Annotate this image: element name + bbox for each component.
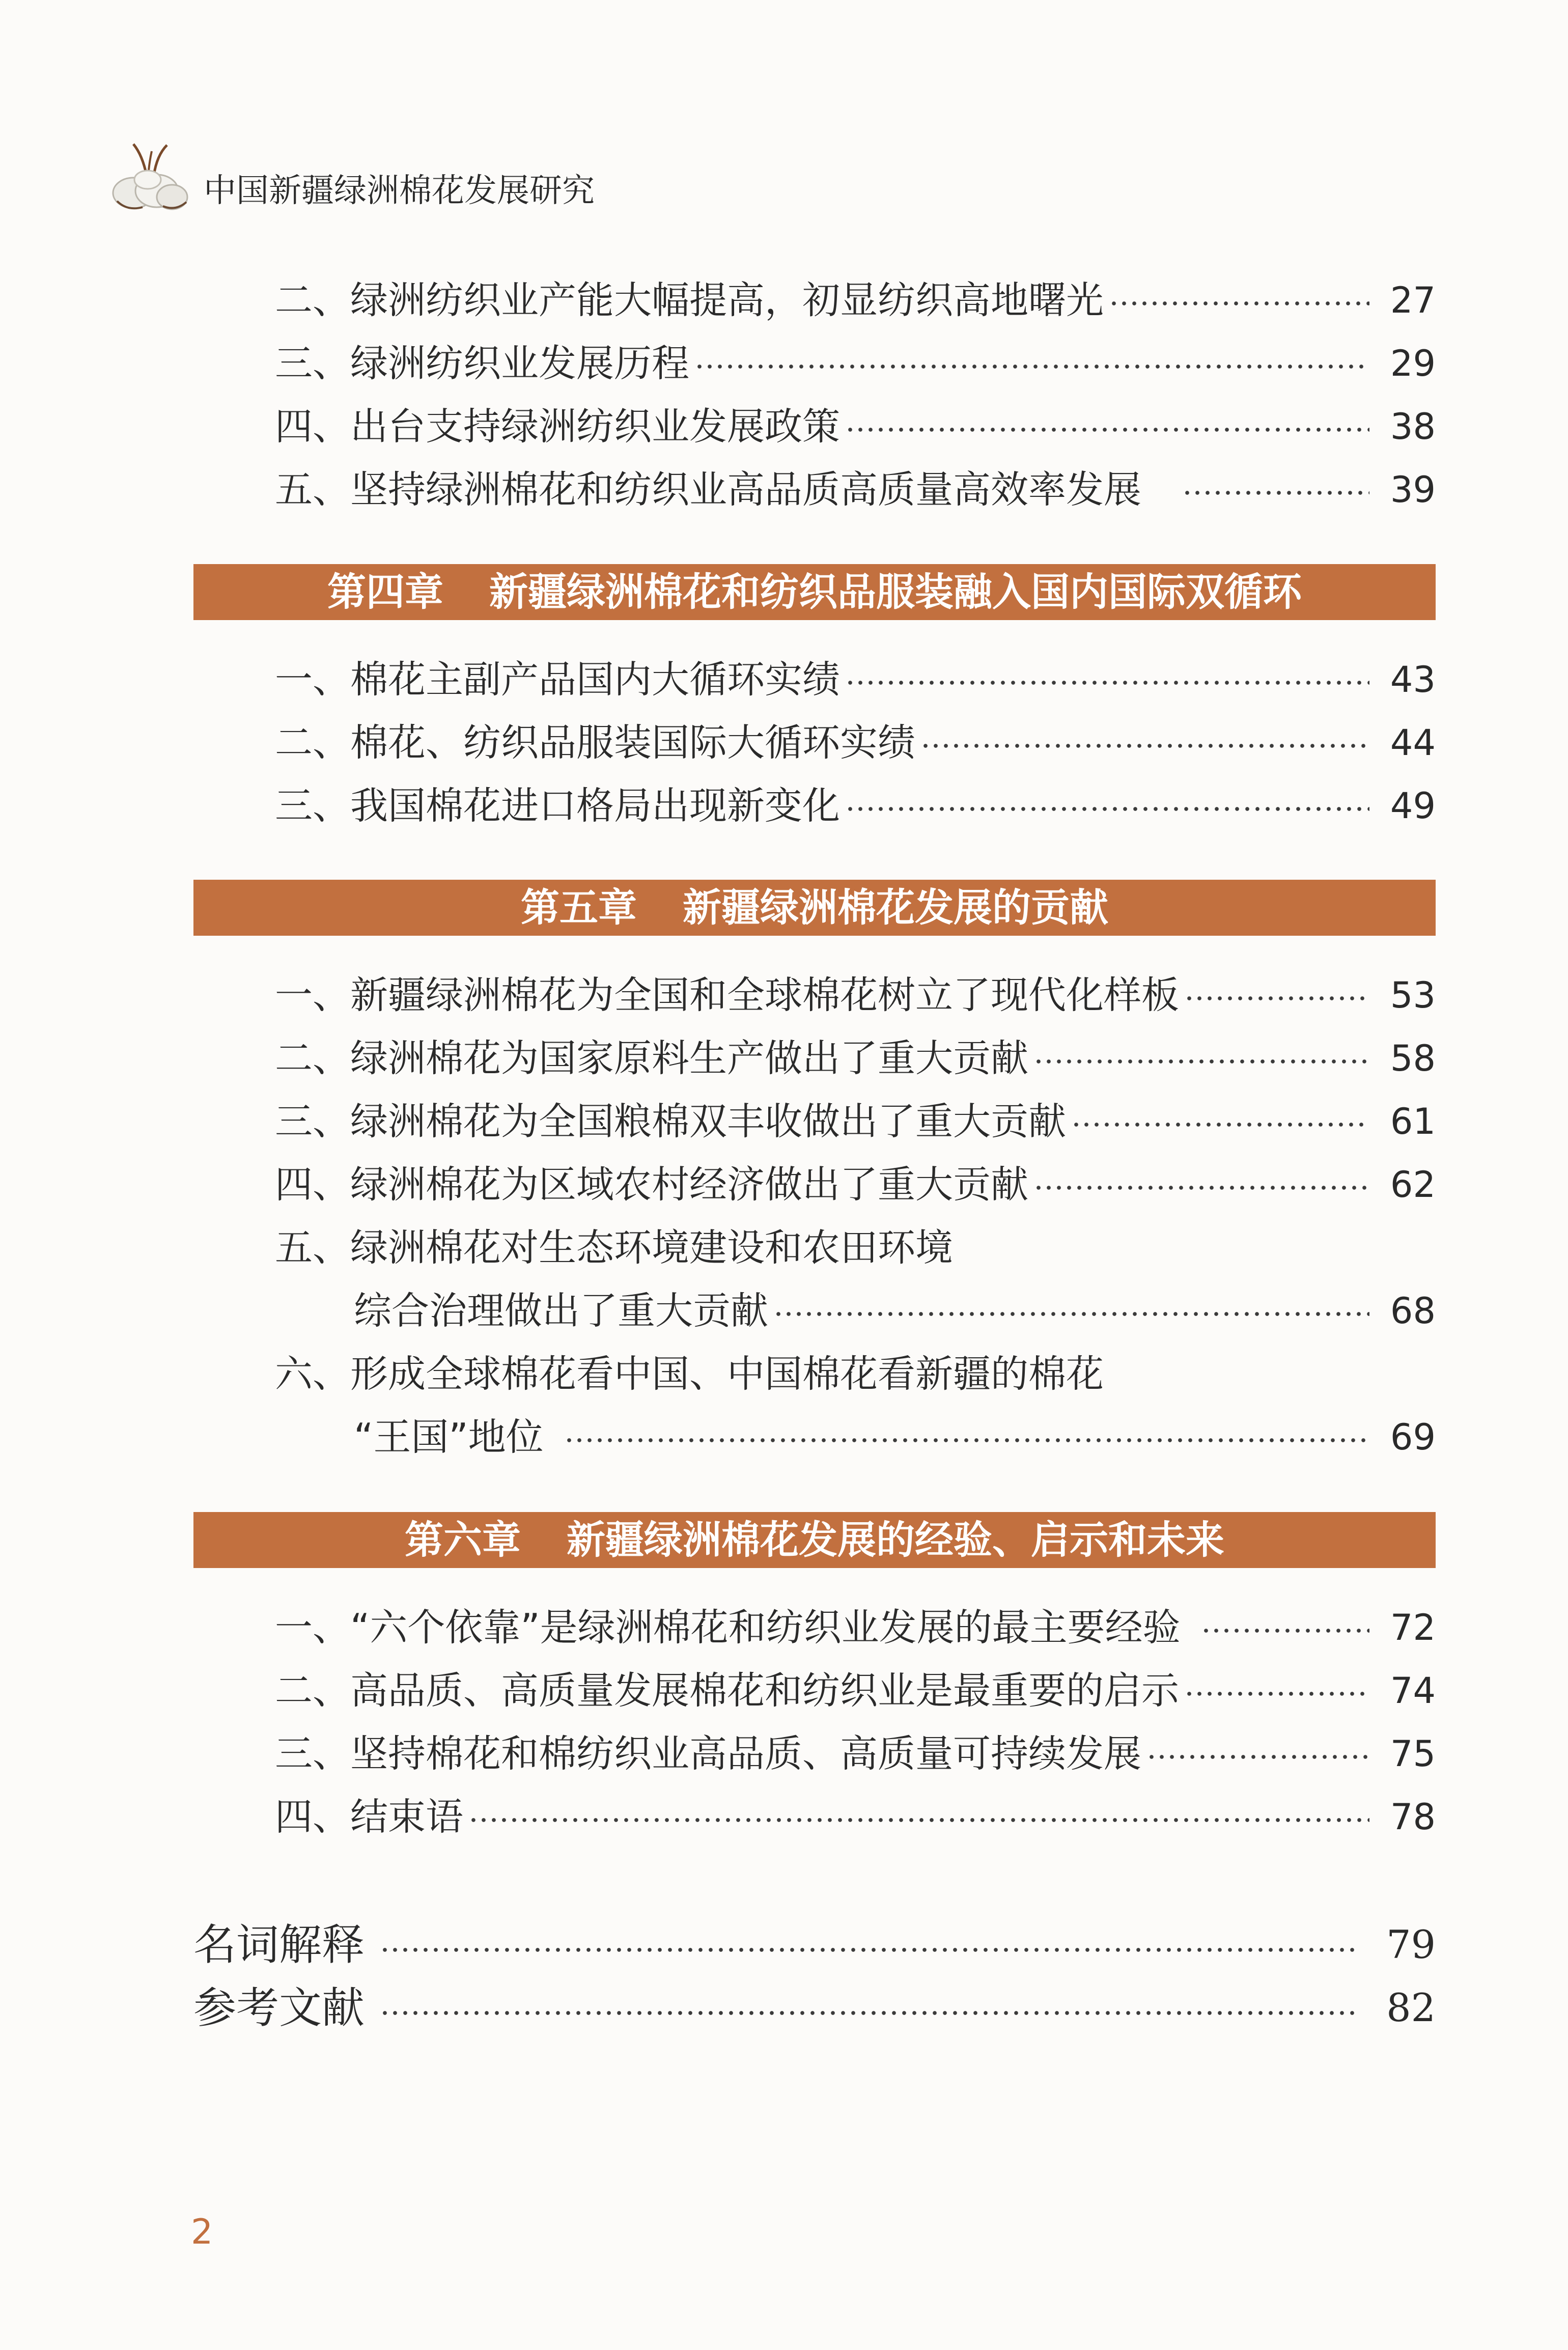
toc-entry[interactable] <box>275 1090 1436 1153</box>
toc-entry[interactable] <box>275 774 1436 837</box>
toc-entry-continuation[interactable] <box>275 1279 1436 1342</box>
entry-number: 三、 <box>275 784 350 828</box>
dot-leader <box>468 1785 1369 1849</box>
entry-page: 39 <box>1390 469 1436 511</box>
entry-title-continued: “王国”地位 <box>354 1415 544 1459</box>
toc-entry[interactable] <box>275 458 1436 521</box>
entry-number: 二、 <box>275 721 350 765</box>
dot-leader <box>380 1976 1359 2039</box>
entry-number: 三、 <box>275 1100 350 1143</box>
entry-page: 49 <box>1390 785 1436 827</box>
entry-number: 二、 <box>275 1669 350 1713</box>
dot-leader <box>564 1406 1369 1469</box>
entry-page: 43 <box>1390 659 1436 701</box>
entry-number: 三、 <box>275 342 350 385</box>
dot-leader <box>1033 1153 1369 1216</box>
entry-page: 44 <box>1390 722 1436 764</box>
entry-title: 高品质、高质量发展棉花和纺织业是最重要的启示 <box>350 1669 1179 1713</box>
toc-entry[interactable] <box>275 648 1436 711</box>
chapter-number: 第六章 <box>405 1517 521 1562</box>
dot-leader <box>845 395 1369 458</box>
toc-entry[interactable] <box>275 964 1436 1027</box>
entry-title: “六个依靠”是绿洲棉花和纺织业发展的最主要经验 <box>350 1606 1181 1649</box>
chapter-title: 新疆绿洲棉花发展的经验、启示和未来 <box>567 1517 1224 1562</box>
dot-leader <box>1201 1596 1369 1659</box>
entry-number: 一、 <box>275 973 350 1017</box>
toc-entry[interactable] <box>275 1659 1436 1722</box>
entry-title: 新疆绿洲棉花为全国和全球棉花树立了现代化样板 <box>350 973 1179 1017</box>
dot-leader <box>694 332 1369 395</box>
entry-number: 二、 <box>275 1037 350 1080</box>
toc-entry[interactable] <box>275 711 1436 774</box>
entry-page: 62 <box>1390 1164 1436 1206</box>
book-title: 中国新疆绿洲棉花发展研究 <box>204 172 595 210</box>
cotton-boll-icon <box>107 140 193 216</box>
toc-entry[interactable] <box>275 395 1436 458</box>
entry-title: 绿洲棉花为区域农村经济做出了重大贡献 <box>350 1163 1028 1207</box>
entry-title: 形成全球棉花看中国、中国棉花看新疆的棉花 <box>350 1352 1104 1396</box>
dot-leader <box>1109 269 1369 332</box>
dot-leader <box>1033 1027 1369 1090</box>
dot-leader <box>1182 458 1369 521</box>
running-header <box>107 140 820 232</box>
entry-title: 结束语 <box>350 1795 463 1839</box>
appendix-entry[interactable] <box>193 1976 1436 2039</box>
page-number: 2 <box>191 2212 213 2252</box>
entry-title: 绿洲纺织业发展历程 <box>350 342 689 385</box>
entry-page: 69 <box>1390 1416 1436 1458</box>
dot-leader <box>1146 1722 1369 1785</box>
entry-title: 出台支持绿洲纺织业发展政策 <box>350 405 840 449</box>
appendix-title: 参考文献 <box>193 1983 365 2033</box>
entry-title: 坚持绿洲棉花和纺织业高品质高质量高效率发展 <box>350 468 1141 512</box>
chapter-heading[interactable] <box>193 880 1436 936</box>
entry-title-continued: 综合治理做出了重大贡献 <box>354 1289 768 1333</box>
dot-leader <box>845 648 1369 711</box>
toc-entry-continuation[interactable] <box>275 1406 1436 1469</box>
toc-entry[interactable] <box>275 332 1436 395</box>
entry-number: 四、 <box>275 1163 350 1207</box>
entry-title: 我国棉花进口格局出现新变化 <box>350 784 840 828</box>
chapter-heading[interactable] <box>193 564 1436 620</box>
entry-title: 棉花主副产品国内大循环实绩 <box>350 658 840 702</box>
chapter-number: 第四章 <box>327 569 443 614</box>
entry-page: 38 <box>1390 406 1436 447</box>
entry-page: 53 <box>1390 974 1436 1016</box>
entry-number: 三、 <box>275 1732 350 1776</box>
dot-leader <box>380 1913 1359 1976</box>
entry-page: 61 <box>1390 1101 1436 1142</box>
toc-entry[interactable] <box>275 1027 1436 1090</box>
entry-page: 27 <box>1390 279 1436 321</box>
appendix-title: 名词解释 <box>193 1920 365 1970</box>
entry-page: 68 <box>1390 1290 1436 1332</box>
dot-leader <box>1184 1659 1369 1722</box>
entry-page: 75 <box>1390 1733 1436 1775</box>
entry-number: 四、 <box>275 1795 350 1839</box>
entry-number: 一、 <box>275 658 350 702</box>
dot-leader <box>773 1279 1369 1342</box>
entry-number: 五、 <box>275 1226 350 1270</box>
entry-page: 78 <box>1390 1796 1436 1838</box>
entry-title: 绿洲棉花为全国粮棉双丰收做出了重大贡献 <box>350 1100 1066 1143</box>
entry-number: 一、 <box>275 1606 350 1649</box>
entry-title: 坚持棉花和棉纺织业高品质、高质量可持续发展 <box>350 1732 1141 1776</box>
chapter-title: 新疆绿洲棉花发展的贡献 <box>683 885 1108 930</box>
entry-page: 58 <box>1390 1038 1436 1079</box>
entry-page: 72 <box>1390 1607 1436 1648</box>
toc-entry[interactable] <box>275 1596 1436 1659</box>
appendix-entry[interactable] <box>193 1913 1436 1976</box>
toc-entry[interactable] <box>275 1722 1436 1785</box>
entry-page: 74 <box>1390 1670 1436 1712</box>
entry-title: 绿洲棉花为国家原料生产做出了重大贡献 <box>350 1037 1028 1080</box>
appendix-page: 79 <box>1386 1922 1436 1967</box>
toc-entry[interactable] <box>275 269 1436 332</box>
appendix-page: 82 <box>1386 1985 1436 2030</box>
entry-title: 棉花、纺织品服装国际大循环实绩 <box>350 721 915 765</box>
entry-page: 29 <box>1390 343 1436 384</box>
chapter-number: 第五章 <box>521 885 637 930</box>
chapter-heading[interactable] <box>193 1512 1436 1568</box>
entry-title: 绿洲棉花对生态环境建设和农田环境 <box>350 1226 953 1270</box>
toc-entry[interactable] <box>275 1785 1436 1849</box>
dot-leader <box>920 711 1369 774</box>
toc-entry-first-line[interactable] <box>275 1342 1436 1406</box>
entry-number: 二、 <box>275 278 350 322</box>
entry-number: 五、 <box>275 468 350 512</box>
dot-leader <box>1184 964 1369 1027</box>
toc-entry[interactable] <box>275 1153 1436 1216</box>
toc-entry-first-line[interactable] <box>275 1216 1436 1279</box>
entry-number: 六、 <box>275 1352 350 1396</box>
chapter-title: 新疆绿洲棉花和纺织品服装融入国内国际双循环 <box>489 569 1302 614</box>
dot-leader <box>845 774 1369 837</box>
dot-leader <box>1071 1090 1369 1153</box>
entry-title: 绿洲纺织业产能大幅提高，初显纺织高地曙光 <box>350 278 1104 322</box>
entry-number: 四、 <box>275 405 350 449</box>
